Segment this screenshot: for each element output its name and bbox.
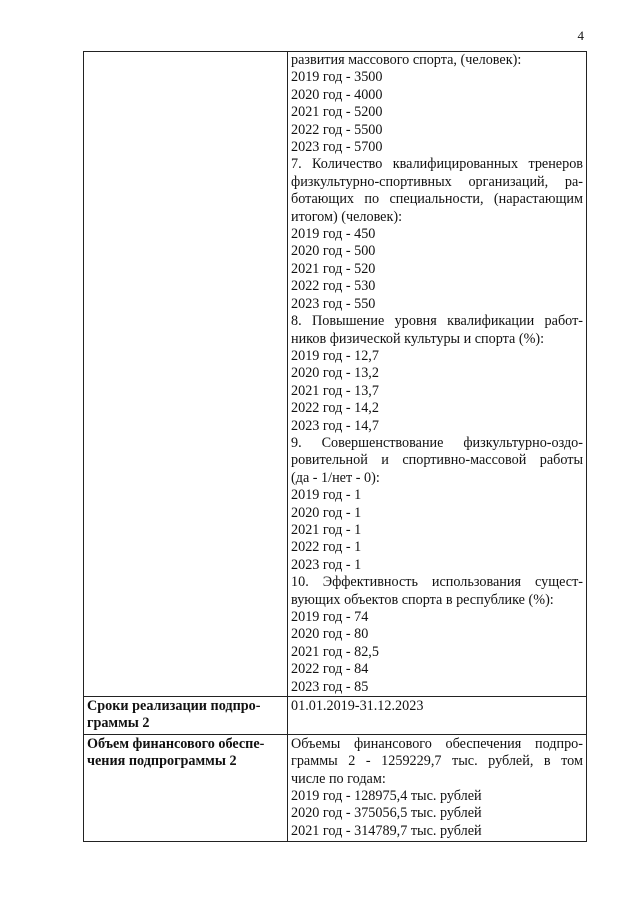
financing-label-line: Объем финансового обеспе-: [87, 735, 265, 752]
indicator-10-value: 2020 год - 80: [291, 626, 369, 643]
indicator-9-value: 2020 год - 1: [291, 504, 362, 521]
indicator-7-value: 2023 год - 550: [291, 295, 376, 312]
timeline-value: [288, 697, 587, 735]
indicator-9-value: 2023 год - 1: [291, 556, 362, 573]
indicator-7-title: ботающих по специальности, (нарастающим: [291, 191, 583, 208]
indicator-6-value: 2022 год - 5500: [291, 121, 383, 138]
indicator-7-value: 2021 год - 520: [291, 260, 376, 277]
indicator-10-title: вующих объектов спорта в республике (%):: [291, 591, 554, 608]
indicators-label-cell: [84, 52, 288, 697]
financing-year-value: 2021 год - 314789,7 тыс. рублей: [291, 822, 482, 839]
indicator-9-value: 2021 год - 1: [291, 521, 362, 538]
indicator-10-value: 2021 год - 82,5: [291, 643, 379, 660]
indicator-6-value: 2021 год - 5200: [291, 104, 383, 121]
financing-label-line: чения подпрограммы 2: [87, 753, 237, 770]
indicator-8-value: 2023 год - 14,7: [291, 417, 379, 434]
indicator-8-value: 2022 год - 14,2: [291, 400, 379, 417]
indicator-10-title: 10. Эффективность использования сущест-: [291, 574, 583, 591]
indicator-9-title: (да - 1/нет - 0):: [291, 469, 380, 486]
timeline-row: [84, 697, 587, 735]
indicator-9-title: ровительной и спортивно-массовой работы: [291, 452, 583, 469]
indicator-7-title: физкультурно-спортивных организаций, ра-: [291, 173, 583, 190]
financing-year-value: 2019 год - 128975,4 тыс. рублей: [291, 788, 482, 805]
indicator-7-value: 2019 год - 450: [291, 226, 376, 243]
indicator-10-value: 2019 год - 74: [291, 609, 369, 625]
indicator-7-title: 7. Количество квалифицированных тренеров: [291, 156, 583, 173]
indicator-7-value: 2020 год - 500: [291, 243, 376, 260]
indicator-7-title: итогом) (человек):: [291, 208, 403, 225]
indicator-6-value: 2019 год - 3500: [291, 69, 383, 86]
indicator-6-value: 2023 год - 5700: [291, 139, 383, 156]
financing-value: [288, 734, 587, 841]
indicator-intro-tail: развития массового спорта, (человек):: [291, 52, 522, 68]
financing-intro: граммы 2 - 1259229,7 тыс. рублей, в том: [291, 753, 583, 770]
financing-year-value: 2020 год - 375056,5 тыс. рублей: [291, 805, 482, 822]
timeline-label-line: Сроки реализации подпро-: [87, 698, 261, 715]
indicator-9-value: 2019 год - 1: [291, 487, 362, 504]
financing-label: [84, 734, 288, 841]
indicator-7-value: 2022 год - 530: [291, 278, 376, 295]
indicator-8-title: 8. Повышение уровня квалификации работ-: [291, 313, 583, 330]
indicator-8-title: ников физической культуры и спорта (%):: [291, 330, 545, 347]
timeline-dates: 01.01.2019-31.12.2023: [291, 698, 424, 715]
indicator-9-title: 9. Совершенствование физкультурно-оздо-: [291, 434, 583, 451]
indicator-6-value: 2020 год - 4000: [291, 86, 383, 103]
indicator-8-value: 2021 год - 13,7: [291, 382, 379, 399]
timeline-label: [84, 697, 288, 735]
indicator-8-value: 2020 год - 13,2: [291, 365, 379, 382]
financing-row: [84, 734, 587, 841]
indicator-10-value: 2023 год - 85: [291, 678, 369, 695]
indicator-8-value: 2019 год - 12,7: [291, 347, 379, 364]
financing-intro: Объемы финансового обеспечения подпро-: [291, 735, 583, 752]
indicators-row: [84, 52, 587, 697]
timeline-label-line: граммы 2: [87, 715, 150, 732]
page-number: 4: [577, 28, 584, 43]
indicator-9-value: 2022 год - 1: [291, 539, 362, 556]
indicators-cell: [288, 52, 587, 697]
indicator-10-value: 2022 год - 84: [291, 661, 369, 678]
passport-table: [83, 51, 587, 842]
financing-intro: числе по годам:: [291, 770, 386, 787]
